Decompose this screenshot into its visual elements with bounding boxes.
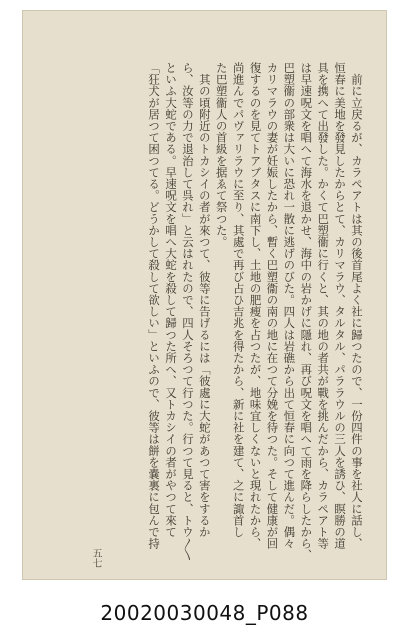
text-line: た巴塑衞人の首級を据ゑて祭つた。 — [214, 62, 229, 248]
text-line: ら、汝等の力で退治して呉れ」と云はれたので、四人そろつて行つた。行つて見ると、トウ〳〵 — [180, 62, 195, 561]
text-line: 其の頃附近のトカシイの者が來つて、彼等に告げるには「彼處に大蛇があつて害をするか — [197, 62, 212, 538]
text-line: といふ大蛇である。早速呪文を唱へ大蛇を殺して歸つた所へ、又トカシイの者がやつて來て — [164, 62, 179, 538]
text-line: 「狂犬が居つて困つてる。どうかして殺して欲しい」といふので、彼等は餅を嚢裏に包んで持 — [147, 62, 162, 550]
text-line: 巴塑衞の部衆は大いに恐れ一散に逃げのびた。四人は岩礁から出て恒春に向つて進んだ。偶々 — [282, 62, 297, 550]
text-line: 復するのを見てトアブタスに南下し、土地の肥瘦を占つたが、地味宜しくないと現れたから、 — [248, 62, 263, 550]
page-number: 五七 — [90, 548, 101, 568]
text-line: は早速呪文を唱へて海水を退かせ、海中の岩かげに隱れ、再び呪文を唱へて雨を降らしたから、 — [299, 62, 314, 561]
text-line: 前に立戻るが、カラペアトは其の後首尾よく社に歸つたので、一份四件の事を社人に話し、 — [350, 62, 364, 550]
image-caption: 20020030048_P088 — [100, 601, 309, 625]
text-line: 恒春に美地を發見したからとて、カリマラウ、タルタル、パララウルの三人を誘ひ、瞑勝の道 — [333, 62, 348, 550]
text-line: カリマラウの妻が妊娠したから、暫く巴塑衞の南の地に在つて分娩を待つた。そして健康が回 — [265, 62, 280, 550]
text-line: 具を携へて出發した。かくて巴塑衞に行くと、其の地の者共が戰を挑んだから、カラペアト等 — [316, 62, 331, 550]
book-page — [22, 10, 387, 580]
text-line: 尚進んでパヴァリラウに至り、其處で再び占ひ吉兆を得たから、新に社を建て、之に諏首し — [231, 62, 246, 538]
